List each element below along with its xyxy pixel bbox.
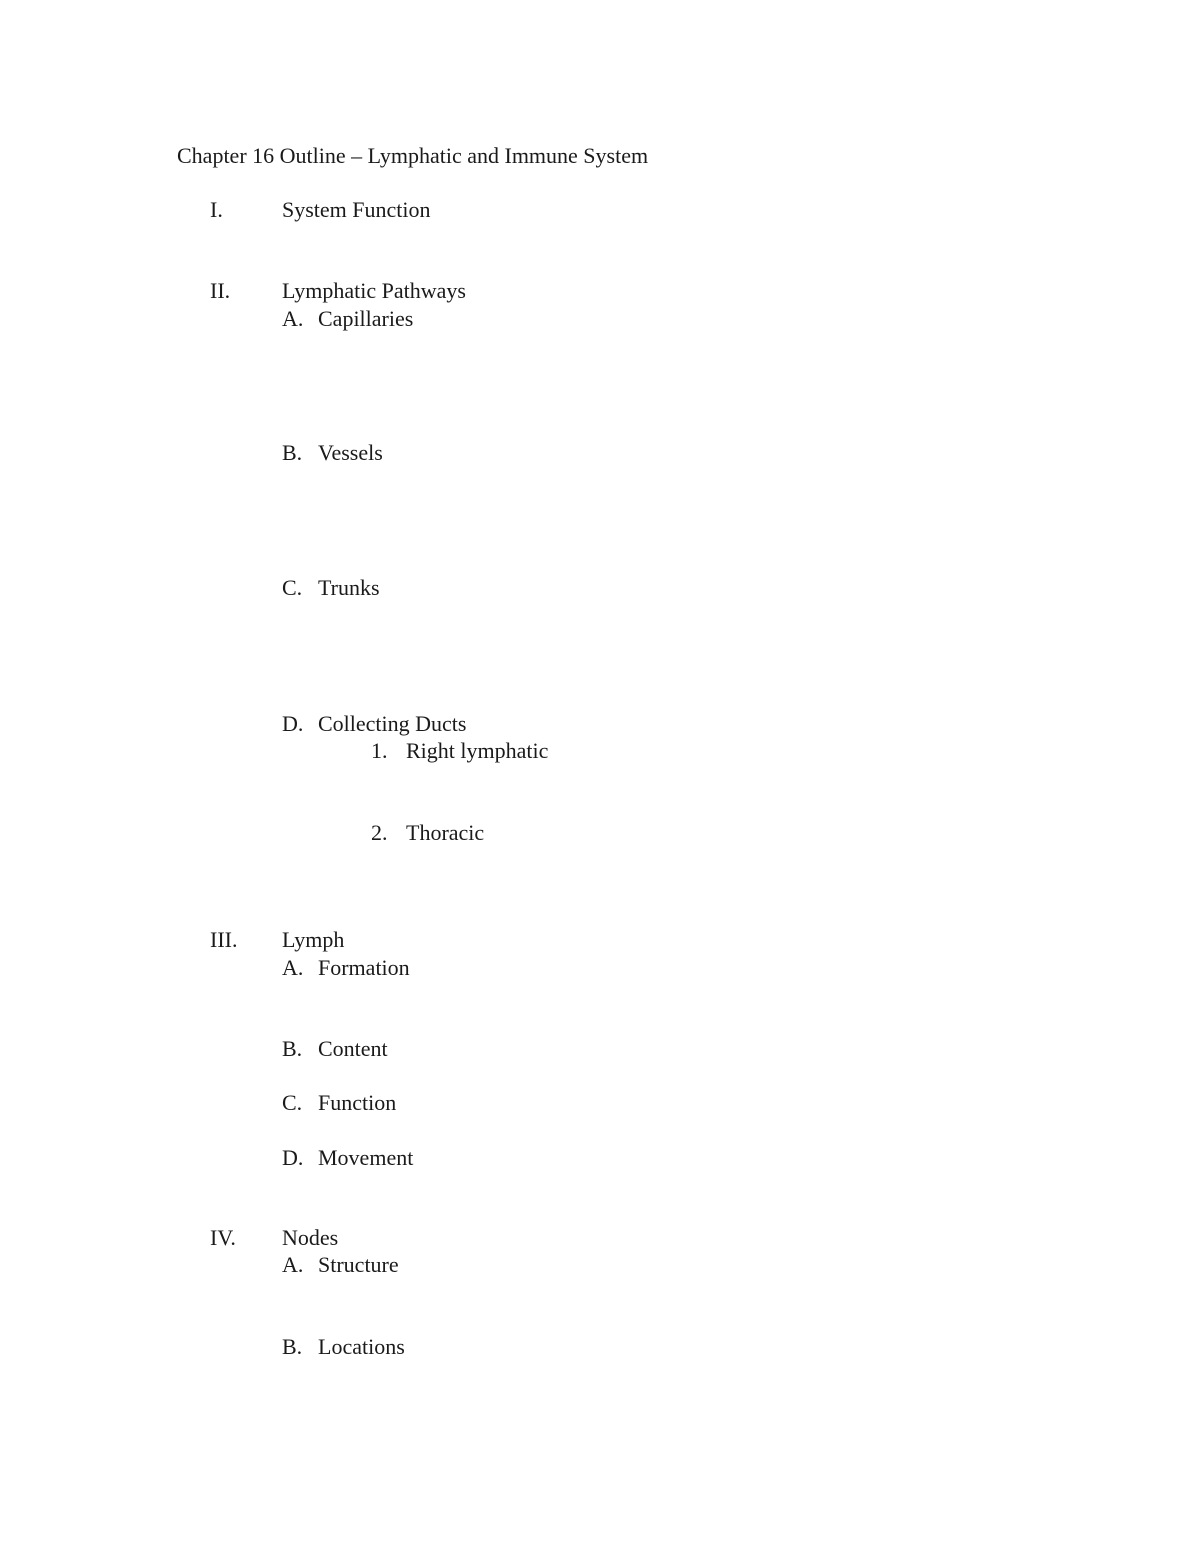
item-label: Formation [318,955,410,980]
section-numeral: III. [210,927,238,952]
item-marker: B. [282,1334,303,1359]
section-heading: System Function [282,197,431,222]
item-marker: D. [282,1145,304,1170]
item-label: Capillaries [318,306,414,331]
item-marker: C. [282,1090,303,1115]
subitem-label: Thoracic [406,820,485,845]
item-label: Collecting Ducts [318,711,467,736]
section-heading: Lymph [282,927,345,952]
item-marker: A. [282,955,304,980]
item-marker: C. [282,575,303,600]
item-marker: B. [282,440,303,465]
item-marker: A. [282,306,304,331]
section-heading: Lymphatic Pathways [282,278,466,303]
subitem-label: Right lymphatic [406,738,549,763]
item-marker: A. [282,1252,304,1277]
subitem-marker: 1. [371,738,388,763]
item-label: Trunks [318,575,380,600]
subitem-marker: 2. [371,820,388,845]
item-marker: D. [282,711,304,736]
item-label: Locations [318,1334,405,1359]
item-label: Content [318,1036,388,1061]
section-numeral: I. [210,197,223,222]
item-label: Vessels [318,440,383,465]
item-label: Structure [318,1252,399,1277]
item-label: Movement [318,1145,414,1170]
section-numeral: IV. [210,1225,236,1250]
section-numeral: II. [210,278,231,303]
item-marker: B. [282,1036,303,1061]
section-heading: Nodes [282,1225,339,1250]
item-label: Function [318,1090,397,1115]
page-title: Chapter 16 Outline – Lymphatic and Immune System [177,143,649,168]
